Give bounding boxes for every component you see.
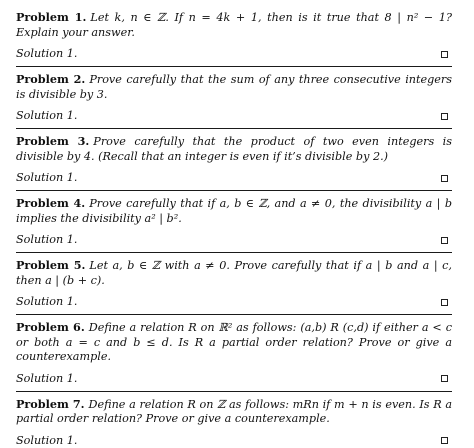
problem-label: Problem 7. <box>16 396 85 411</box>
problem-label: Problem 5. <box>16 258 86 272</box>
solution-row <box>16 372 452 386</box>
divider <box>16 66 452 67</box>
divider <box>16 190 452 191</box>
solution-label: Solution 1. <box>16 47 78 60</box>
problem-statement <box>16 134 452 164</box>
solution-row <box>16 295 452 309</box>
divider <box>16 252 452 253</box>
solution-row <box>16 171 452 185</box>
problem-text: Define a relation R on ℤ as follows: mRn if m + n is even. Is R a partial order relation? Prove or give a counterexample. <box>16 397 452 425</box>
problem-statement <box>16 320 452 365</box>
qed-box-icon <box>441 51 448 58</box>
problem-label: Problem 3. <box>16 134 90 148</box>
problem-statement <box>16 10 452 40</box>
solution-label: Solution 1. <box>16 371 78 385</box>
problem-text: Prove carefully that the sum of any three consecutive integers is divisible by 3. <box>16 73 452 101</box>
divider <box>16 128 452 129</box>
problem-statement <box>16 258 452 288</box>
qed-box-icon <box>441 437 448 444</box>
solution-label: Solution 1. <box>16 109 78 122</box>
problem-label: Problem 1. <box>16 10 87 24</box>
solution-label: Solution 1. <box>16 233 78 246</box>
solution-row <box>16 109 452 123</box>
problem-5 <box>16 258 452 315</box>
qed-box-icon <box>441 113 448 120</box>
divider <box>16 391 452 392</box>
solution-label: Solution 1. <box>16 171 78 184</box>
problem-statement <box>16 196 452 226</box>
solution-row <box>16 47 452 61</box>
problem-text: Let k, n ∈ ℤ. If n = 4k + 1, then is it true that 8 | n² − 1? Explain your answer. <box>16 11 453 39</box>
problem-text: Prove carefully that the product of two even integers is divisible by 4. (Recall that an integer is even if it’s divisible by 2.) <box>16 135 452 163</box>
divider <box>16 314 452 315</box>
solution-label: Solution 1. <box>16 433 78 447</box>
problem-label: Problem 6. <box>16 320 85 334</box>
solution-label: Solution 1. <box>16 295 78 308</box>
problem-label: Problem 2. <box>16 72 86 86</box>
solution-row <box>16 434 452 448</box>
problem-3 <box>16 134 452 191</box>
problem-4 <box>16 196 452 253</box>
problem-text: Prove carefully that if a, b ∈ ℤ, and a ≠ 0, the divisibility a | b implies the divisibility a² | b². <box>16 197 452 225</box>
problem-text: Let a, b ∈ ℤ with a ≠ 0. Prove carefully that if a | b and a | c, then a | (b + c). <box>16 259 452 287</box>
problem-2 <box>16 72 452 129</box>
problem-7 <box>16 397 452 448</box>
problem-1 <box>16 10 452 67</box>
problem-label: Problem 4. <box>16 196 86 210</box>
solution-row <box>16 233 452 247</box>
problem-statement <box>16 397 452 427</box>
problem-statement <box>16 72 452 102</box>
qed-box-icon <box>441 237 448 244</box>
problem-6 <box>16 320 452 392</box>
problem-text: Define a relation R on ℝ² as follows: (a,b) R (c,d) if either a < c or both a = c and b ≤ d. Is R a partial order relation? Prove or give a counterexample. <box>16 321 452 363</box>
qed-box-icon <box>441 299 448 306</box>
qed-box-icon <box>441 375 448 382</box>
qed-box-icon <box>441 175 448 182</box>
